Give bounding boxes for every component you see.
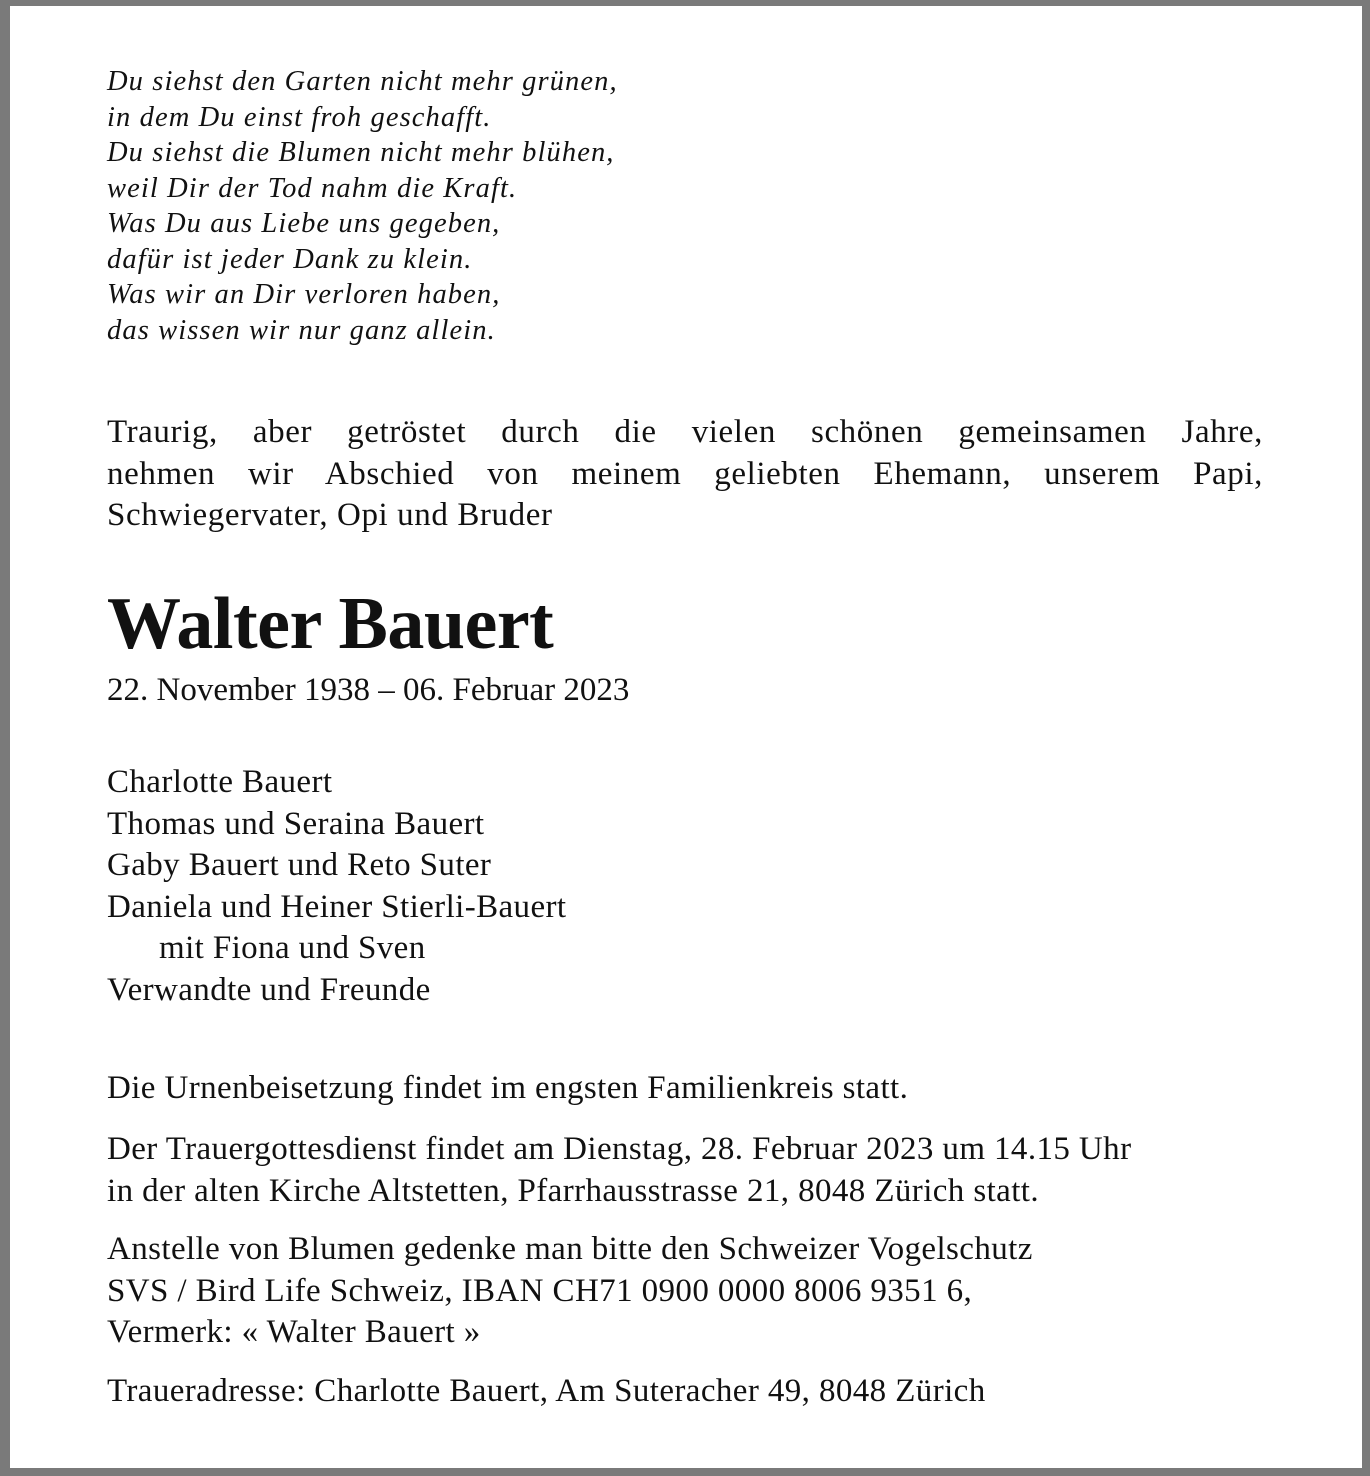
notice-line: Die Urnenbeisetzung findet im engsten Familienkreis statt. <box>107 1070 909 1106</box>
mourner-entry: Gaby Bauert und Reto Suter <box>107 847 492 883</box>
donation-notice <box>107 1229 1287 1354</box>
notice-line: Der Trauergottesdienst findet am Dienstag, 28. Februar 2023 um 14.15 Uhr <box>107 1131 1132 1167</box>
poem-line: Was Du aus Liebe uns gegeben, <box>107 208 501 239</box>
notice-line: Vermerk: « Walter Bauert » <box>107 1314 481 1350</box>
poem-line: Was wir an Dir verloren haben, <box>107 279 501 310</box>
poem-line: in dem Du einst froh geschafft. <box>107 101 492 133</box>
poem-line: das wissen wir nur ganz allein. <box>107 314 496 346</box>
intro-line: Schwiegervater, Opi und Bruder <box>107 497 553 533</box>
mourning-address <box>107 1371 1287 1413</box>
poem-line: Du siehst den Garten nicht mehr grünen, <box>107 66 618 97</box>
mourner-entry: Verwandte und Freunde <box>107 971 431 1008</box>
notice-line: Anstelle von Blumen gedenke man bitte den Schweizer Vogelschutz <box>107 1231 1033 1267</box>
mourner-entry: Daniela und Heiner Stierli-Bauert <box>107 888 567 925</box>
mourner-entry: Thomas und Seraina Bauert <box>107 805 485 842</box>
mourner-entry: Charlotte Bauert <box>107 764 333 800</box>
service-notice <box>107 1129 1287 1212</box>
poem-line: dafür ist jeder Dank zu klein. <box>107 243 473 275</box>
intro-line: Traurig, aber getröstet durch die vielen schönen gemeinsamen Jahre, <box>107 414 1263 450</box>
notice-line: in der alten Kirche Altstetten, Pfarrhausstrasse 21, 8048 Zürich statt. <box>107 1172 1040 1209</box>
memorial-poem <box>107 64 907 348</box>
mourner-entry: mit Fiona und Sven <box>159 930 426 966</box>
poem-line: Du siehst die Blumen nicht mehr blühen, <box>107 137 615 168</box>
poem-line: weil Dir der Tod nahm die Kraft. <box>107 172 518 204</box>
intro-line: nehmen wir Abschied von meinem geliebten Ehemann, unserem Papi, <box>107 455 1263 492</box>
burial-notice <box>107 1068 1287 1110</box>
notice-line: SVS / Bird Life Schweiz, IBAN CH71 0900 0000 8006 9351 6, <box>107 1272 973 1309</box>
mourners-list <box>107 762 566 1011</box>
notice-line: Traueradresse: Charlotte Bauert, Am Suteracher 49, 8048 Zürich <box>107 1373 986 1409</box>
deceased-name: Walter Bauert <box>107 583 554 665</box>
life-dates: 22. November 1938 – 06. Februar 2023 <box>107 672 630 708</box>
intro-paragraph <box>107 412 1263 537</box>
